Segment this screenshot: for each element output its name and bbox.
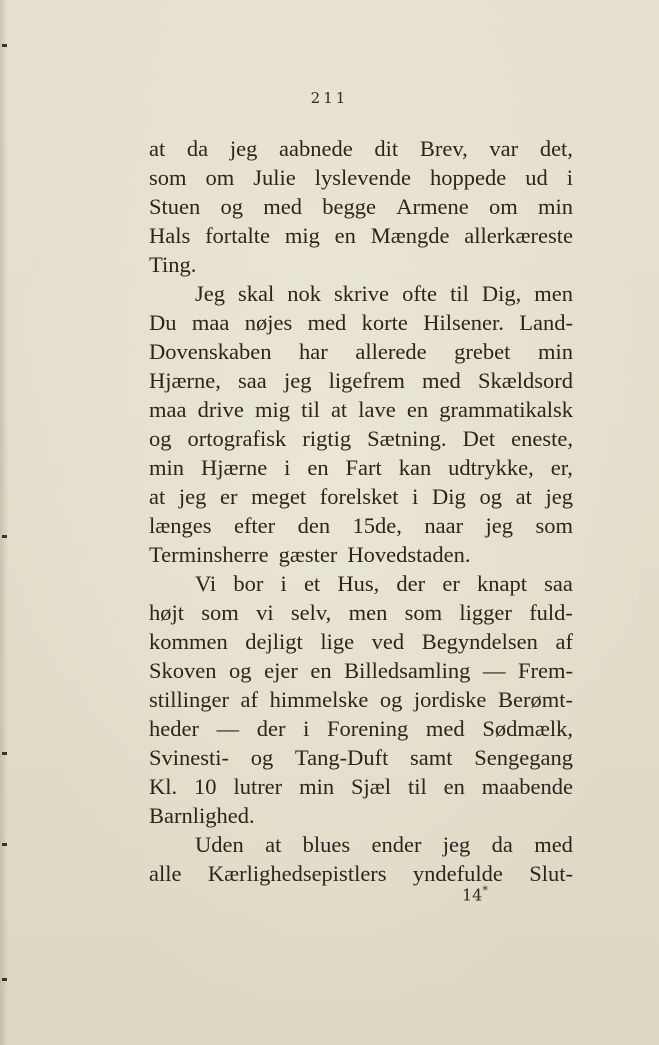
word: Land- xyxy=(519,310,573,335)
word: min xyxy=(537,194,573,219)
word: Hus, xyxy=(337,571,380,596)
word: vi xyxy=(256,600,274,625)
text-line xyxy=(149,540,573,569)
word: Kl. xyxy=(149,774,178,799)
word: højt xyxy=(149,600,185,625)
word: i xyxy=(280,571,287,596)
word: en xyxy=(334,223,356,248)
word: Du xyxy=(149,310,177,335)
word: det, xyxy=(539,136,573,161)
text-line xyxy=(149,714,573,743)
word: som xyxy=(404,600,443,625)
word: til xyxy=(407,774,427,799)
word: udtrykke, xyxy=(448,455,534,480)
word: med xyxy=(263,194,303,219)
word: er xyxy=(442,571,460,596)
word: Kærlighedsepistlers xyxy=(207,861,387,886)
word: rigtig xyxy=(302,426,352,451)
word: Dovenskaben xyxy=(149,339,272,364)
word: Det xyxy=(462,426,496,451)
signature-star: * xyxy=(482,884,488,897)
word: Hjærne xyxy=(200,455,268,480)
word: og xyxy=(479,484,502,509)
word: eneste, xyxy=(511,426,573,451)
word: Sætning. xyxy=(367,426,447,451)
word: meget xyxy=(251,484,307,509)
word: der xyxy=(256,716,286,741)
body-text xyxy=(149,134,573,888)
word: er xyxy=(220,484,238,509)
word: drive xyxy=(197,397,244,422)
word: Berømt- xyxy=(497,687,573,712)
word: maa xyxy=(149,397,187,422)
word: ofte xyxy=(402,281,438,306)
word: og xyxy=(379,687,403,712)
text-line xyxy=(149,743,573,772)
word: Dig xyxy=(432,484,466,509)
edge-mark xyxy=(2,978,7,981)
word: skal xyxy=(238,281,275,306)
word: grammatikalsk xyxy=(439,397,573,422)
word: samt xyxy=(410,745,453,770)
word: aabnede xyxy=(279,136,353,161)
word: men xyxy=(348,600,388,625)
word: med xyxy=(307,310,347,335)
word: som xyxy=(535,513,573,538)
word: maabende xyxy=(481,774,573,799)
word: kommen xyxy=(149,629,228,654)
word: dit xyxy=(374,136,399,161)
word: begge xyxy=(322,194,376,219)
word: kan xyxy=(398,455,432,480)
word: heder xyxy=(149,716,199,741)
word: og xyxy=(220,194,244,219)
word: bor xyxy=(233,571,264,596)
word: Hjærne, xyxy=(149,368,221,393)
text-line xyxy=(149,395,573,424)
text-line xyxy=(149,511,573,540)
word: lave xyxy=(358,397,396,422)
word: Skældsord xyxy=(477,368,573,393)
text-line xyxy=(149,279,573,308)
word: var xyxy=(489,136,519,161)
edge-mark xyxy=(2,752,7,755)
word: Mængde xyxy=(370,223,450,248)
text-line xyxy=(149,598,573,627)
text-line xyxy=(149,772,573,801)
word: allerkæreste xyxy=(464,223,573,248)
text-line xyxy=(149,482,573,511)
text-line xyxy=(149,192,573,221)
edge-mark xyxy=(2,843,7,846)
word: ejer xyxy=(264,658,298,683)
word: Skoven xyxy=(149,658,217,683)
word: Uden xyxy=(195,832,244,857)
word: Vi xyxy=(195,571,217,596)
word: Terminsherre xyxy=(149,542,269,567)
word: Brev, xyxy=(419,136,468,161)
word: at xyxy=(149,484,166,509)
word: at xyxy=(149,136,166,161)
word: jeg xyxy=(229,136,258,161)
word: Frem- xyxy=(518,658,573,683)
word: Begyndelsen xyxy=(421,629,538,654)
word: ved xyxy=(371,629,405,654)
word: alle xyxy=(149,861,182,886)
word: Svinesti- xyxy=(149,745,230,770)
word: selv, xyxy=(290,600,332,625)
word: at xyxy=(330,397,348,422)
word: min xyxy=(149,455,185,480)
word: hoppede xyxy=(430,165,507,190)
word: jeg xyxy=(545,484,573,509)
word: — xyxy=(216,716,240,741)
word: til xyxy=(450,281,469,306)
word: fuld- xyxy=(529,600,573,625)
text-line xyxy=(149,424,573,453)
word: blues xyxy=(302,832,351,857)
word: en xyxy=(406,397,429,422)
word: Fart xyxy=(345,455,382,480)
word: saa xyxy=(238,368,267,393)
page-number: 211 xyxy=(310,89,349,107)
word: Forening xyxy=(327,716,409,741)
word: i xyxy=(303,716,310,741)
text-line xyxy=(149,453,573,482)
word: ender xyxy=(371,832,422,857)
word: da xyxy=(491,832,513,857)
word: Tang-Duft xyxy=(294,745,389,770)
word: Armene xyxy=(396,194,469,219)
text-line xyxy=(149,685,573,714)
word: allerede xyxy=(355,339,427,364)
word: ligefrem xyxy=(328,368,405,393)
word: i xyxy=(284,455,291,480)
text-line xyxy=(149,627,573,656)
word: Hilsener. xyxy=(423,310,504,335)
word: der xyxy=(396,571,426,596)
word: maa xyxy=(191,310,230,335)
word: dejligt xyxy=(245,629,303,654)
text-line xyxy=(149,134,573,163)
word: som xyxy=(149,165,187,190)
word: af xyxy=(555,629,573,654)
word: lutrer xyxy=(233,774,283,799)
word: ligger xyxy=(459,600,512,625)
word: Sengegang xyxy=(474,745,573,770)
word: gæster xyxy=(278,542,338,567)
word: lige xyxy=(320,629,355,654)
word: stillinger xyxy=(149,687,229,712)
word: Billedsamling xyxy=(344,658,471,683)
word: i xyxy=(412,484,419,509)
word: ortografisk xyxy=(187,426,287,451)
word: jeg xyxy=(178,484,207,509)
word: og xyxy=(149,426,172,451)
word: 10 xyxy=(194,774,217,799)
word: om xyxy=(488,194,518,219)
word: Ting. xyxy=(149,252,197,277)
word: at xyxy=(515,484,532,509)
word: en xyxy=(443,774,465,799)
word: Dig, xyxy=(481,281,522,306)
word: et xyxy=(303,571,321,596)
text-line xyxy=(149,656,573,685)
signature-number: 14 xyxy=(462,885,483,905)
word: den xyxy=(297,513,331,538)
printer-signature-mark xyxy=(462,884,488,904)
word: korte xyxy=(361,310,408,335)
text-line xyxy=(149,801,573,830)
word: grebet xyxy=(454,339,511,364)
word: fortalte xyxy=(205,223,271,248)
edge-mark xyxy=(2,535,7,538)
word: yndefulde xyxy=(412,861,503,886)
word: Barnlighed. xyxy=(149,803,255,828)
word: men xyxy=(534,281,573,306)
word: og xyxy=(250,745,274,770)
word: i xyxy=(566,165,573,190)
word: nøjes xyxy=(244,310,293,335)
word: mig xyxy=(284,223,320,248)
text-line xyxy=(149,308,573,337)
text-line xyxy=(149,250,573,279)
word: af xyxy=(240,687,259,712)
word: jordiske xyxy=(413,687,487,712)
word: længes xyxy=(149,513,212,538)
word: jeg xyxy=(283,368,312,393)
word: er, xyxy=(550,455,573,480)
word: mig xyxy=(254,397,290,422)
word: lyslevende xyxy=(314,165,411,190)
text-line xyxy=(149,337,573,366)
text-line xyxy=(149,366,573,395)
word: med xyxy=(422,368,461,393)
word: at xyxy=(265,832,282,857)
word: knapt xyxy=(476,571,527,596)
page-binding-edge xyxy=(0,0,8,1045)
text-line xyxy=(149,569,573,598)
word: med xyxy=(425,716,465,741)
word: min xyxy=(537,339,573,364)
word: en xyxy=(310,658,332,683)
word: efter xyxy=(233,513,276,538)
text-line xyxy=(149,830,573,859)
word: naar xyxy=(424,513,464,538)
word: ud xyxy=(525,165,548,190)
word: Hovedstaden. xyxy=(347,542,471,567)
word: jeg xyxy=(442,832,471,857)
text-line xyxy=(149,163,573,192)
word: Sødmælk, xyxy=(482,716,573,741)
word: himmelske xyxy=(269,687,369,712)
word: med xyxy=(534,832,573,857)
text-line xyxy=(149,859,573,888)
word: saa xyxy=(544,571,573,596)
word: nok xyxy=(287,281,322,306)
word: forelsket xyxy=(319,484,399,509)
word: Hals xyxy=(149,223,191,248)
word: Jeg xyxy=(195,281,225,306)
word: som xyxy=(201,600,239,625)
word: Stuen xyxy=(149,194,201,219)
word: da xyxy=(186,136,209,161)
word: Julie xyxy=(253,165,296,190)
word: skrive xyxy=(334,281,390,306)
word: Slut- xyxy=(529,861,573,886)
word: til xyxy=(301,397,320,422)
word: en xyxy=(307,455,329,480)
text-line xyxy=(149,221,573,250)
word: 15de, xyxy=(352,513,402,538)
word: — xyxy=(482,658,506,683)
word: har xyxy=(299,339,328,364)
word: jeg xyxy=(485,513,514,538)
word: og xyxy=(229,658,252,683)
word: om xyxy=(205,165,235,190)
word: Sjæl xyxy=(351,774,392,799)
edge-mark xyxy=(2,44,7,47)
word: min xyxy=(299,774,335,799)
